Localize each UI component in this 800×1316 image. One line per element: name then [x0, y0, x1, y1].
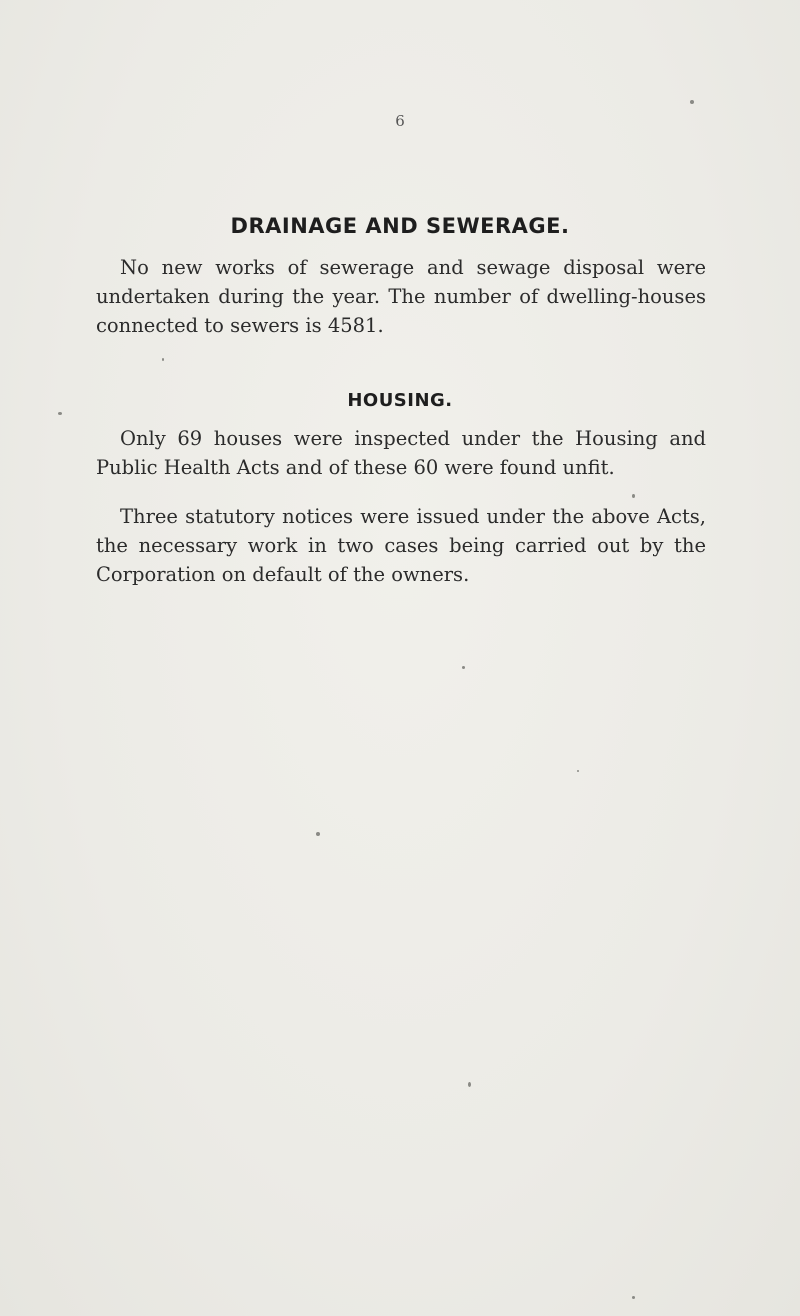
- housing-heading: HOUSING.: [347, 390, 453, 411]
- drainage-paragraph-text: No new works of sewerage and sewage disposal were undertaken during the year. The number of dwelling-houses connected to sewers is 4581.: [96, 256, 706, 337]
- paper-speck: [577, 770, 579, 772]
- drainage-paragraph: [96, 253, 706, 340]
- paper-speck: [462, 666, 465, 669]
- housing-paragraph-2: [96, 502, 706, 589]
- housing-paragraph-1-text: Only 69 houses were inspected under the Housing and Public Health Acts and of these 60 were found unfit.: [96, 427, 706, 479]
- paper-speck: [468, 1082, 471, 1087]
- paper-speck: [162, 358, 164, 361]
- housing-paragraph-2-text: Three statutory notices were issued under the above Acts, the necessary work in two cases being carried out by the Corporation on default of the owners.: [96, 505, 706, 586]
- paper-speck: [316, 832, 320, 836]
- page-number: 6: [395, 112, 405, 130]
- paper-speck: [58, 412, 62, 415]
- housing-paragraph-1: [96, 424, 706, 482]
- drainage-heading: DRAINAGE AND SEWERAGE.: [230, 214, 570, 238]
- paper-speck: [632, 494, 635, 498]
- paper-speck: [690, 100, 694, 104]
- paper-speck: [632, 1296, 635, 1299]
